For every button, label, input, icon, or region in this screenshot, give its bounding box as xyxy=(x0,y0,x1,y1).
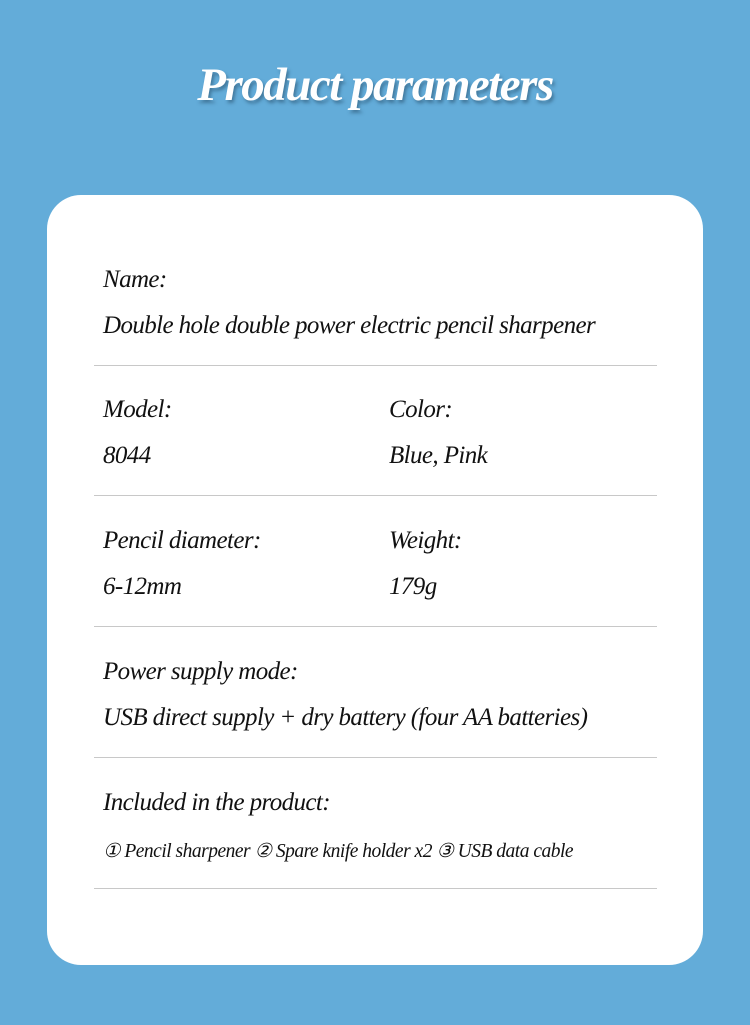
included-label: Included in the product: xyxy=(103,789,330,816)
included-section xyxy=(94,788,657,889)
name-value: Double hole double power electric pencil sharpener xyxy=(103,312,596,339)
model-value: 8044 xyxy=(103,442,151,469)
page-title: Product parameters xyxy=(197,59,553,111)
power-supply-label: Power supply mode: xyxy=(103,658,298,685)
pencil-diameter-label: Pencil diameter: xyxy=(103,527,261,554)
weight-label: Weight: xyxy=(389,527,462,554)
included-value: ① Pencil sharpener ② Spare knife holder x2 ③ USB data cable xyxy=(103,841,574,862)
name-section xyxy=(94,265,657,366)
color-label: Color: xyxy=(389,396,453,423)
parameters-card xyxy=(47,195,703,965)
power-supply-section xyxy=(94,657,657,758)
pencil-diameter-value: 6-12mm xyxy=(103,573,182,600)
model-label: Model: xyxy=(103,396,172,423)
name-label: Name: xyxy=(103,266,167,293)
model-color-section xyxy=(94,395,657,496)
weight-value: 179g xyxy=(389,573,437,600)
color-value: Blue, Pink xyxy=(389,442,488,469)
power-supply-value: USB direct supply + dry battery (four AA batteries) xyxy=(103,704,588,731)
diameter-weight-section xyxy=(94,526,657,627)
